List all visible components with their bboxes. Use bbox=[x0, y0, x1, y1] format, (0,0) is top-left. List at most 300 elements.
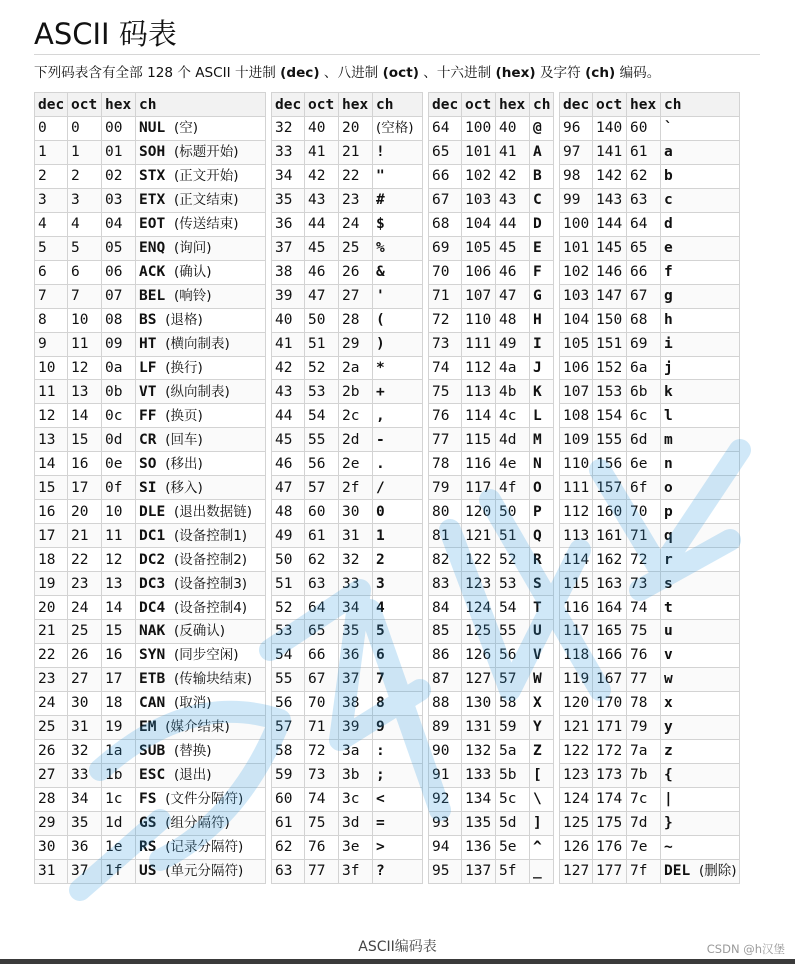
table-row bbox=[272, 476, 423, 500]
char-symbol: " bbox=[376, 168, 385, 185]
table-row bbox=[35, 428, 266, 452]
char-symbol: 7 bbox=[376, 671, 385, 688]
intro-sep: 、八进制 bbox=[319, 65, 383, 81]
cell-ch bbox=[661, 308, 740, 332]
cell-ch bbox=[530, 524, 554, 548]
cell-dec: 95 bbox=[429, 859, 462, 883]
table-row bbox=[429, 188, 554, 212]
column-header-oct: oct bbox=[593, 93, 627, 117]
cell-oct: 123 bbox=[462, 572, 496, 596]
cell-dec: 24 bbox=[35, 691, 68, 715]
char-symbol: U bbox=[533, 623, 542, 640]
cell-oct: 21 bbox=[68, 524, 102, 548]
table-row bbox=[560, 236, 740, 260]
char-symbol: NAK bbox=[139, 623, 166, 640]
table-row bbox=[560, 476, 740, 500]
intro-ch: (ch) bbox=[585, 65, 616, 81]
cell-oct: 104 bbox=[462, 212, 496, 236]
cell-dec: 75 bbox=[429, 380, 462, 404]
intro-prefix: 下列码表含有全部 128 个 ASCII 十进制 bbox=[34, 65, 281, 81]
cell-oct: 40 bbox=[305, 117, 339, 141]
table-row bbox=[429, 308, 554, 332]
cell-ch bbox=[661, 691, 740, 715]
table-row bbox=[429, 500, 554, 524]
cell-dec: 8 bbox=[35, 308, 68, 332]
cell-oct: 63 bbox=[305, 572, 339, 596]
table-row bbox=[429, 691, 554, 715]
cell-ch bbox=[373, 236, 423, 260]
cell-ch bbox=[136, 260, 266, 284]
cell-hex: 3a bbox=[339, 739, 373, 763]
char-symbol: SO bbox=[139, 455, 157, 472]
cell-hex: 1a bbox=[102, 739, 136, 763]
cell-oct: 46 bbox=[305, 260, 339, 284]
table-row bbox=[35, 236, 266, 260]
cell-oct: 10 bbox=[68, 308, 102, 332]
cell-hex: 37 bbox=[339, 667, 373, 691]
cell-hex: 17 bbox=[102, 667, 136, 691]
char-symbol: P bbox=[533, 503, 542, 520]
cell-dec: 111 bbox=[560, 476, 593, 500]
cell-hex: 76 bbox=[627, 643, 661, 667]
char-symbol: b bbox=[664, 168, 673, 185]
table-row bbox=[560, 715, 740, 739]
cell-hex: 2c bbox=[339, 404, 373, 428]
cell-ch bbox=[373, 260, 423, 284]
intro-dec: (dec) bbox=[280, 65, 320, 81]
cell-oct: 134 bbox=[462, 787, 496, 811]
cell-ch bbox=[530, 572, 554, 596]
table-row bbox=[35, 404, 266, 428]
char-symbol: 6 bbox=[376, 647, 385, 664]
cell-hex: 1b bbox=[102, 763, 136, 787]
table-row bbox=[272, 787, 423, 811]
cell-dec: 120 bbox=[560, 691, 593, 715]
char-symbol: C bbox=[533, 192, 542, 209]
cell-oct: 157 bbox=[593, 476, 627, 500]
cell-hex: 34 bbox=[339, 596, 373, 620]
cell-ch bbox=[136, 667, 266, 691]
cell-dec: 99 bbox=[560, 188, 593, 212]
table-row bbox=[560, 548, 740, 572]
cell-hex: 38 bbox=[339, 691, 373, 715]
cell-ch bbox=[373, 643, 423, 667]
cell-oct: 54 bbox=[305, 404, 339, 428]
cell-hex: 02 bbox=[102, 164, 136, 188]
cell-oct: 165 bbox=[593, 620, 627, 644]
table-row bbox=[560, 667, 740, 691]
char-symbol: 0 bbox=[376, 503, 385, 520]
cell-dec: 9 bbox=[35, 332, 68, 356]
cell-oct: 114 bbox=[462, 404, 496, 428]
char-symbol: T bbox=[533, 599, 542, 616]
char-symbol: 5 bbox=[376, 623, 385, 640]
char-symbol: } bbox=[664, 815, 673, 832]
char-symbol: m bbox=[664, 431, 673, 448]
cell-ch bbox=[373, 763, 423, 787]
char-description: (设备控制4) bbox=[173, 599, 248, 616]
cell-dec: 50 bbox=[272, 548, 305, 572]
cell-ch bbox=[136, 763, 266, 787]
table-row bbox=[560, 117, 740, 141]
cell-dec: 18 bbox=[35, 548, 68, 572]
char-symbol: / bbox=[376, 479, 385, 496]
cell-dec: 121 bbox=[560, 715, 593, 739]
cell-dec: 97 bbox=[560, 140, 593, 164]
cell-oct: 32 bbox=[68, 739, 102, 763]
cell-oct: 1 bbox=[68, 140, 102, 164]
char-symbol: ! bbox=[376, 144, 385, 161]
table-row bbox=[429, 811, 554, 835]
cell-hex: 40 bbox=[496, 117, 530, 141]
char-symbol: DC3 bbox=[139, 575, 166, 592]
cell-dec: 49 bbox=[272, 524, 305, 548]
cell-dec: 69 bbox=[429, 236, 462, 260]
char-description: (记录分隔符) bbox=[165, 839, 244, 856]
column-header-dec: dec bbox=[429, 93, 462, 117]
char-description: (退格) bbox=[165, 312, 203, 329]
cell-ch bbox=[136, 524, 266, 548]
table-row bbox=[429, 380, 554, 404]
cell-hex: 6d bbox=[627, 428, 661, 452]
char-symbol: # bbox=[376, 192, 385, 209]
char-symbol: e bbox=[664, 240, 673, 257]
char-symbol: d bbox=[664, 216, 673, 233]
cell-hex: 13 bbox=[102, 572, 136, 596]
cell-oct: 113 bbox=[462, 380, 496, 404]
csdn-watermark-text: CSDN @h汉堡 bbox=[706, 942, 785, 956]
cell-ch bbox=[530, 739, 554, 763]
table-row bbox=[560, 739, 740, 763]
intro-hex: (hex) bbox=[495, 65, 536, 81]
char-symbol: > bbox=[376, 839, 385, 856]
cell-hex: 41 bbox=[496, 140, 530, 164]
cell-dec: 3 bbox=[35, 188, 68, 212]
char-symbol: i bbox=[664, 336, 673, 353]
cell-dec: 65 bbox=[429, 140, 462, 164]
table-row bbox=[560, 763, 740, 787]
char-description: (删除) bbox=[698, 863, 737, 880]
table-row bbox=[429, 212, 554, 236]
char-symbol: 1 bbox=[376, 527, 385, 544]
cell-oct: 116 bbox=[462, 452, 496, 476]
cell-oct: 62 bbox=[305, 548, 339, 572]
cell-ch bbox=[373, 572, 423, 596]
table-row bbox=[429, 548, 554, 572]
table-row bbox=[272, 500, 423, 524]
cell-hex: 56 bbox=[496, 643, 530, 667]
cell-ch bbox=[530, 188, 554, 212]
cell-ch bbox=[661, 428, 740, 452]
cell-oct: 117 bbox=[462, 476, 496, 500]
cell-ch bbox=[661, 212, 740, 236]
cell-oct: 60 bbox=[305, 500, 339, 524]
cell-dec: 103 bbox=[560, 284, 593, 308]
char-symbol: RS bbox=[139, 839, 157, 856]
char-symbol: n bbox=[664, 455, 673, 472]
cell-dec: 25 bbox=[35, 715, 68, 739]
cell-ch bbox=[530, 667, 554, 691]
cell-dec: 2 bbox=[35, 164, 68, 188]
cell-ch bbox=[530, 212, 554, 236]
cell-oct: 174 bbox=[593, 787, 627, 811]
table-row bbox=[272, 739, 423, 763]
char-symbol: | bbox=[664, 791, 673, 808]
cell-oct: 120 bbox=[462, 500, 496, 524]
char-symbol: BS bbox=[139, 312, 157, 329]
cell-ch bbox=[136, 117, 266, 141]
table-row bbox=[429, 236, 554, 260]
cell-hex: 2b bbox=[339, 380, 373, 404]
cell-ch bbox=[373, 356, 423, 380]
cell-oct: 177 bbox=[593, 859, 627, 883]
cell-ch bbox=[530, 356, 554, 380]
cell-ch bbox=[530, 811, 554, 835]
cell-oct: 37 bbox=[68, 859, 102, 883]
char-symbol: z bbox=[664, 743, 673, 760]
cell-ch bbox=[661, 284, 740, 308]
cell-ch bbox=[661, 452, 740, 476]
table-row bbox=[272, 356, 423, 380]
cell-ch bbox=[373, 500, 423, 524]
cell-dec: 4 bbox=[35, 212, 68, 236]
cell-oct: 53 bbox=[305, 380, 339, 404]
char-symbol: ? bbox=[376, 863, 385, 880]
cell-ch bbox=[661, 715, 740, 739]
cell-ch bbox=[136, 739, 266, 763]
cell-ch bbox=[661, 380, 740, 404]
cell-oct: 47 bbox=[305, 284, 339, 308]
char-symbol: a bbox=[664, 144, 673, 161]
cell-oct: 137 bbox=[462, 859, 496, 883]
cell-oct: 145 bbox=[593, 236, 627, 260]
char-description: (纵向制表) bbox=[165, 383, 230, 400]
cell-oct: 112 bbox=[462, 356, 496, 380]
cell-hex: 54 bbox=[496, 596, 530, 620]
cell-hex: 29 bbox=[339, 332, 373, 356]
intro-sep: 、十六进制 bbox=[418, 65, 496, 81]
char-symbol: ` bbox=[664, 120, 673, 137]
cell-hex: 3b bbox=[339, 763, 373, 787]
cell-hex: 7e bbox=[627, 835, 661, 859]
table-row bbox=[272, 763, 423, 787]
ascii-tables bbox=[34, 92, 740, 884]
char-symbol: @ bbox=[533, 120, 542, 137]
cell-ch bbox=[530, 835, 554, 859]
cell-oct: 35 bbox=[68, 811, 102, 835]
char-description: (空) bbox=[173, 120, 198, 137]
cell-dec: 56 bbox=[272, 691, 305, 715]
cell-oct: 16 bbox=[68, 452, 102, 476]
cell-ch bbox=[373, 404, 423, 428]
cell-hex: 74 bbox=[627, 596, 661, 620]
cell-oct: 61 bbox=[305, 524, 339, 548]
cell-hex: 35 bbox=[339, 620, 373, 644]
char-symbol: ' bbox=[376, 288, 385, 305]
cell-dec: 35 bbox=[272, 188, 305, 212]
char-description: (空格) bbox=[376, 120, 414, 137]
table-row bbox=[35, 811, 266, 835]
cell-hex: 3e bbox=[339, 835, 373, 859]
cell-ch bbox=[136, 188, 266, 212]
cell-oct: 34 bbox=[68, 787, 102, 811]
cell-dec: 51 bbox=[272, 572, 305, 596]
cell-hex: 04 bbox=[102, 212, 136, 236]
table-row bbox=[272, 691, 423, 715]
char-symbol: G bbox=[533, 288, 542, 305]
cell-oct: 56 bbox=[305, 452, 339, 476]
cell-ch bbox=[373, 524, 423, 548]
cell-hex: 24 bbox=[339, 212, 373, 236]
char-symbol: 2 bbox=[376, 551, 385, 568]
table-row bbox=[272, 835, 423, 859]
cell-oct: 7 bbox=[68, 284, 102, 308]
cell-hex: 1e bbox=[102, 835, 136, 859]
cell-hex: 7d bbox=[627, 811, 661, 835]
char-symbol: c bbox=[664, 192, 673, 209]
table-row bbox=[429, 835, 554, 859]
cell-hex: 42 bbox=[496, 164, 530, 188]
cell-hex: 58 bbox=[496, 691, 530, 715]
cell-oct: 102 bbox=[462, 164, 496, 188]
char-symbol: D bbox=[533, 216, 542, 233]
table-row bbox=[35, 643, 266, 667]
cell-hex: 12 bbox=[102, 548, 136, 572]
cell-oct: 74 bbox=[305, 787, 339, 811]
table-row bbox=[429, 356, 554, 380]
cell-hex: 5a bbox=[496, 739, 530, 763]
char-symbol: ETB bbox=[139, 671, 166, 688]
cell-dec: 32 bbox=[272, 117, 305, 141]
char-symbol: LF bbox=[139, 360, 157, 376]
char-description: (传送结束) bbox=[173, 216, 239, 233]
table-row bbox=[35, 691, 266, 715]
cell-ch bbox=[530, 859, 554, 883]
cell-oct: 115 bbox=[462, 428, 496, 452]
cell-hex: 1f bbox=[102, 859, 136, 883]
char-symbol: DC2 bbox=[139, 551, 166, 568]
cell-ch bbox=[373, 596, 423, 620]
cell-hex: 75 bbox=[627, 620, 661, 644]
char-symbol: BEL bbox=[139, 288, 166, 305]
cell-dec: 12 bbox=[35, 404, 68, 428]
char-symbol: 8 bbox=[376, 695, 385, 712]
char-symbol: - bbox=[376, 431, 385, 448]
table-row bbox=[560, 691, 740, 715]
table-row bbox=[272, 284, 423, 308]
char-symbol: o bbox=[664, 479, 673, 496]
table-row bbox=[35, 164, 266, 188]
char-symbol: EOT bbox=[139, 216, 166, 233]
cell-oct: 155 bbox=[593, 428, 627, 452]
cell-dec: 89 bbox=[429, 715, 462, 739]
cell-hex: 0a bbox=[102, 356, 136, 380]
cell-oct: 106 bbox=[462, 260, 496, 284]
char-description: (文件分隔符) bbox=[165, 791, 244, 808]
cell-oct: 76 bbox=[305, 835, 339, 859]
cell-dec: 28 bbox=[35, 787, 68, 811]
column-header-dec: dec bbox=[272, 93, 305, 117]
char-symbol: FS bbox=[139, 791, 157, 808]
cell-ch bbox=[136, 643, 266, 667]
char-symbol: p bbox=[664, 503, 673, 520]
header-row bbox=[35, 93, 266, 117]
cell-ch bbox=[530, 691, 554, 715]
cell-hex: 60 bbox=[627, 117, 661, 141]
char-symbol: w bbox=[664, 671, 673, 688]
cell-ch bbox=[530, 140, 554, 164]
char-symbol: H bbox=[533, 312, 542, 329]
cell-ch bbox=[530, 476, 554, 500]
char-symbol: t bbox=[664, 599, 673, 616]
char-description: (退出) bbox=[173, 767, 212, 784]
cell-dec: 57 bbox=[272, 715, 305, 739]
table-row bbox=[429, 596, 554, 620]
cell-dec: 11 bbox=[35, 380, 68, 404]
cell-dec: 47 bbox=[272, 476, 305, 500]
cell-hex: 32 bbox=[339, 548, 373, 572]
table-row bbox=[560, 188, 740, 212]
cell-hex: 5d bbox=[496, 811, 530, 835]
char-symbol: , bbox=[376, 407, 385, 424]
cell-oct: 164 bbox=[593, 596, 627, 620]
cell-dec: 109 bbox=[560, 428, 593, 452]
bottom-bar bbox=[0, 959, 795, 964]
cell-oct: 31 bbox=[68, 715, 102, 739]
intro-suffix: 编码。 bbox=[615, 65, 661, 81]
cell-dec: 53 bbox=[272, 620, 305, 644]
cell-dec: 48 bbox=[272, 500, 305, 524]
cell-hex: 3c bbox=[339, 787, 373, 811]
table-row bbox=[560, 164, 740, 188]
cell-oct: 27 bbox=[68, 667, 102, 691]
cell-ch bbox=[373, 548, 423, 572]
cell-ch bbox=[136, 164, 266, 188]
cell-hex: 1d bbox=[102, 811, 136, 835]
cell-oct: 17 bbox=[68, 476, 102, 500]
cell-oct: 127 bbox=[462, 667, 496, 691]
cell-dec: 88 bbox=[429, 691, 462, 715]
cell-dec: 58 bbox=[272, 739, 305, 763]
cell-dec: 127 bbox=[560, 859, 593, 883]
cell-ch bbox=[136, 500, 266, 524]
char-description: (取消) bbox=[173, 695, 212, 712]
cell-dec: 15 bbox=[35, 476, 68, 500]
cell-hex: 4b bbox=[496, 380, 530, 404]
cell-ch bbox=[661, 811, 740, 835]
cell-dec: 16 bbox=[35, 500, 68, 524]
table-row bbox=[35, 524, 266, 548]
cell-hex: 77 bbox=[627, 667, 661, 691]
cell-ch bbox=[136, 715, 266, 739]
char-description: (媒介结束) bbox=[165, 719, 230, 736]
cell-hex: 23 bbox=[339, 188, 373, 212]
cell-ch bbox=[136, 404, 266, 428]
table-row bbox=[560, 380, 740, 404]
cell-hex: 51 bbox=[496, 524, 530, 548]
char-symbol: = bbox=[376, 815, 385, 832]
cell-hex: 4a bbox=[496, 356, 530, 380]
char-description: (传输块结束) bbox=[173, 671, 252, 688]
table-row bbox=[35, 284, 266, 308]
table-row bbox=[272, 404, 423, 428]
char-symbol: DC4 bbox=[139, 599, 166, 616]
cell-oct: 154 bbox=[593, 404, 627, 428]
cell-hex: 66 bbox=[627, 260, 661, 284]
cell-ch bbox=[373, 212, 423, 236]
cell-ch bbox=[661, 739, 740, 763]
cell-hex: 70 bbox=[627, 500, 661, 524]
